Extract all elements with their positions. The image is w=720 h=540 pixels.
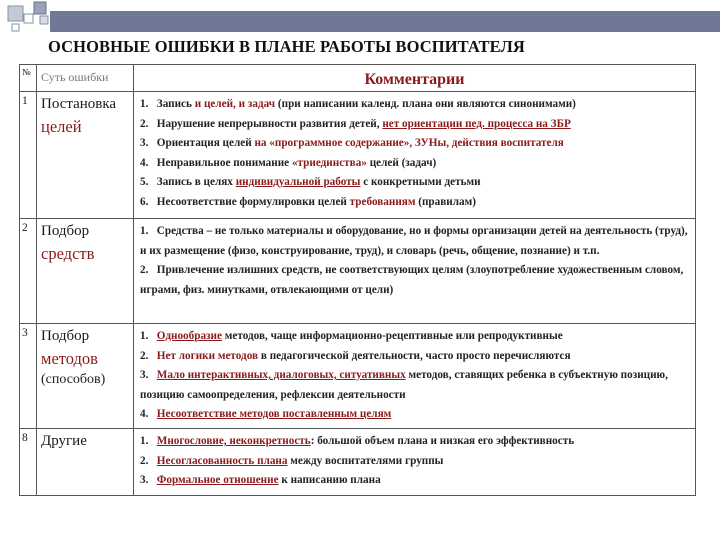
- comment-item: [140, 154, 691, 174]
- item-number: 4.: [140, 156, 149, 169]
- item-number: 1.: [140, 435, 149, 447]
- item-number: 4.: [140, 408, 149, 420]
- table-row: [20, 219, 696, 324]
- comment-item: [140, 193, 691, 213]
- item-number: 6.: [140, 195, 149, 208]
- item-number: 3.: [140, 137, 149, 149]
- comment-text: с конкретными детьми: [360, 176, 481, 188]
- error-name: [37, 92, 134, 219]
- comments-cell: [134, 219, 696, 324]
- comment-item: [140, 405, 691, 425]
- header-comments: Комментарии: [134, 65, 696, 92]
- comment-text: в педагогической деятельности, часто просто перечисляются: [258, 349, 571, 362]
- comment-highlight: Формальное отношение: [156, 474, 279, 486]
- comments-list: [140, 95, 691, 212]
- comment-item: [140, 222, 691, 261]
- comment-item: [140, 95, 691, 115]
- error-name-line: Подбор: [41, 328, 90, 344]
- item-number: 1.: [140, 225, 149, 237]
- comment-highlight: Однообразие: [156, 330, 222, 342]
- comment-highlight: и целей, и задач: [194, 98, 276, 110]
- comment-item: [140, 366, 691, 405]
- comments-cell: [134, 429, 696, 496]
- comment-text: Неправильное понимание: [154, 156, 292, 169]
- errors-table: [19, 64, 696, 496]
- comment-text: (при написании календ. плана они являются синонимами): [275, 98, 576, 110]
- comment-text: между воспитателями группы: [287, 454, 444, 467]
- comment-item: [140, 347, 691, 367]
- item-number: 1.: [140, 330, 149, 342]
- error-name-keyword: средств: [41, 244, 95, 264]
- item-number: 2.: [140, 264, 149, 276]
- comments-cell: [134, 324, 696, 429]
- header-essence: Суть ошибки: [37, 65, 134, 92]
- comment-text: Нарушение непрерывности развития детей,: [154, 117, 383, 130]
- item-number: 2.: [140, 349, 149, 362]
- comment-text: : большой объем плана и низкая его эффективность: [310, 435, 575, 447]
- error-name: [37, 429, 134, 496]
- comment-text: Запись в целях: [154, 176, 236, 188]
- comment-highlight: Мало интерактивных, диалоговых, ситуативных: [156, 369, 406, 381]
- error-name-line: Другие: [41, 433, 87, 449]
- comment-highlight: на «программное содержание», ЗУНы, действия воспитателя: [254, 137, 564, 149]
- comment-text: методов, ставящих ребенка в субъектную позицию, позицию самоопределения, рефлексии деятельности: [140, 369, 668, 401]
- comment-highlight: Несоответствие методов поставленным целям: [156, 408, 392, 420]
- error-name-keyword: целей: [41, 117, 82, 137]
- comment-highlight: Несогласованность плана: [156, 454, 288, 467]
- comment-text: (правилам): [415, 195, 476, 208]
- error-name: [37, 324, 134, 429]
- item-number: 3.: [140, 369, 149, 381]
- comment-text: методов, чаще информационно-рецептивные или репродуктивные: [221, 330, 563, 342]
- page-title: ОСНОВНЫЕ ОШИБКИ В ПЛАНЕ РАБОТЫ ВОСПИТАТЕЛЯ: [48, 37, 525, 56]
- row-number: 1: [20, 92, 37, 219]
- item-number: 3.: [140, 474, 149, 486]
- comment-text: Запись: [154, 98, 195, 110]
- comment-text: целей (задач): [366, 156, 437, 169]
- comment-item: [140, 173, 691, 193]
- row-number: 3: [20, 324, 37, 429]
- table-row: [20, 429, 696, 496]
- comment-item: [140, 261, 691, 300]
- error-name-line: Постановка: [41, 96, 117, 112]
- row-number: 2: [20, 219, 37, 324]
- comment-item: [140, 327, 691, 347]
- comment-item: [140, 134, 691, 154]
- item-number: 5.: [140, 176, 149, 188]
- comment-highlight: Многословие, неконкретность: [156, 435, 311, 447]
- comment-highlight: индивидуальной работы: [235, 176, 361, 188]
- comment-highlight: нет ориентации пед. процесса на ЗБР: [382, 117, 571, 130]
- comment-text: Несоответствие формулировки целей: [154, 195, 350, 208]
- row-number: 8: [20, 429, 37, 496]
- comment-item: [140, 115, 691, 135]
- comment-text: Средства – не только материалы и оборудование, но и формы организации детей на деятельность (труд), и их размещение (физо, конструирование, труд), и словарь (речь, общение, познание) и т.п.: [140, 225, 688, 257]
- item-number: 2.: [140, 454, 149, 467]
- item-number: 1.: [140, 98, 149, 110]
- comments-list: [140, 222, 691, 300]
- table-header-row: [20, 65, 696, 92]
- comment-highlight: «триединства»: [291, 156, 367, 169]
- comments-cell: [134, 92, 696, 219]
- comment-text: Привлечение излишних средств, не соответствующих целям (злоупотребление художественным словом, играми, физ. минутками, отвлекающими от цели): [140, 264, 684, 296]
- comments-list: [140, 432, 691, 491]
- table-row: [20, 92, 696, 219]
- comment-text: Ориентация целей: [154, 137, 255, 149]
- header-number: №: [20, 65, 37, 92]
- comment-highlight: требованиям: [349, 195, 416, 208]
- error-name-note: (способов): [41, 371, 106, 387]
- comment-highlight: Нет логики методов: [156, 349, 259, 362]
- table-row: [20, 324, 696, 429]
- comment-item: [140, 471, 691, 491]
- comments-list: [140, 327, 691, 425]
- error-name-keyword: методов: [41, 349, 98, 369]
- comment-item: [140, 452, 691, 472]
- comment-item: [140, 432, 691, 452]
- item-number: 2.: [140, 117, 149, 130]
- comment-text: к написанию плана: [278, 474, 381, 486]
- error-name: [37, 219, 134, 324]
- error-name-line: Подбор: [41, 223, 90, 239]
